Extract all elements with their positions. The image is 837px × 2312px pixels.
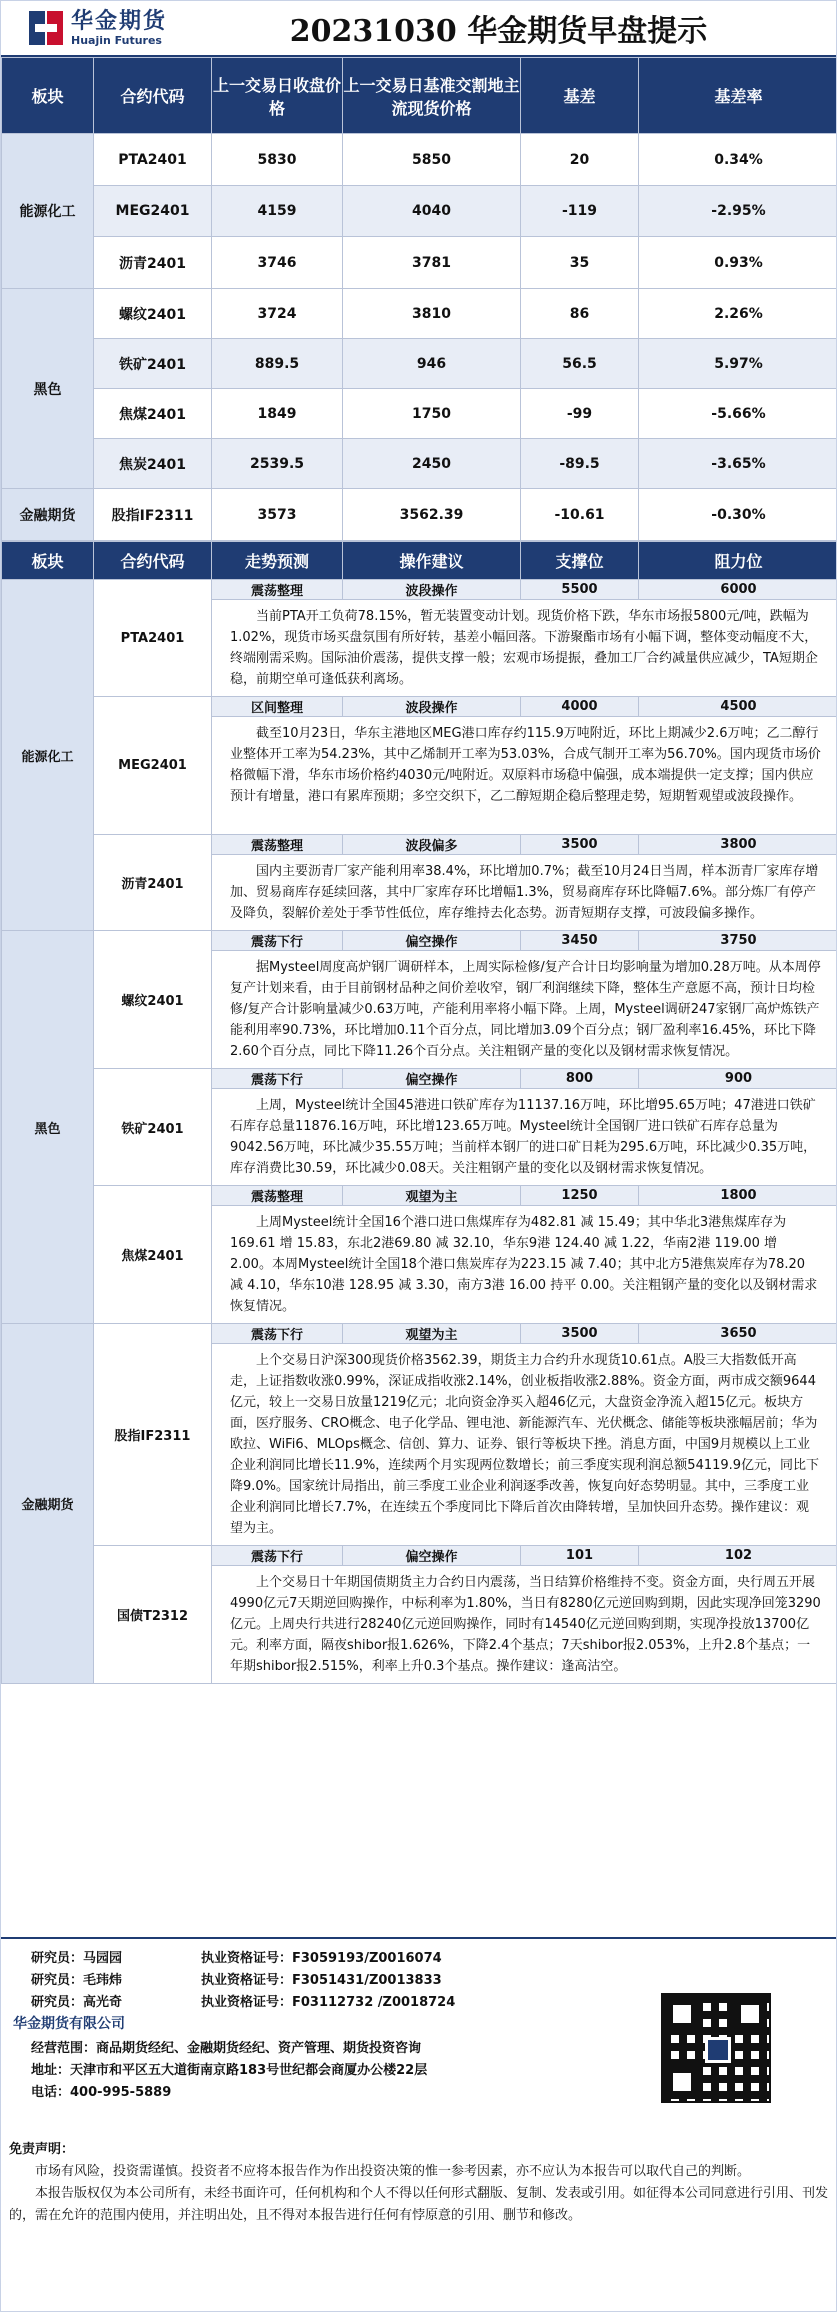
- spot-price: 3781: [343, 237, 521, 289]
- col-resistance: 阻力位: [639, 542, 837, 580]
- spot-price: 5850: [343, 134, 521, 186]
- contract-code: 焦炭2401: [94, 439, 212, 489]
- operation-advice: 偏空操作: [343, 1069, 521, 1089]
- col-spot: 上一交易日基准交割地主流现货价格: [343, 58, 521, 134]
- analyst-cert: 执业资格证号：F03112732 /Z0018724: [201, 1995, 456, 2010]
- basis-value: -89.5: [521, 439, 639, 489]
- col-basis: 基差: [521, 58, 639, 134]
- contract-code: 铁矿2401: [94, 339, 212, 389]
- operation-advice: 观望为主: [343, 1186, 521, 1206]
- logo-mark-icon: [29, 11, 63, 45]
- table-row: [2, 439, 837, 489]
- commentary-text: 国内主要沥青厂家产能利用率38.4%，环比增加0.7%；截至10月24日当周，样本沥青厂家库存增加、贸易商库存延续回落，其中厂家库存环比增幅1.3%，贸易商库存环比降幅7.6%。部分炼厂有停产及降负，裂解价差处于季节性低位，库存维持去化态势。沥青短期存支撑，可波段偏多操作。: [212, 855, 837, 931]
- resistance-level: 6000: [639, 580, 837, 600]
- strategy-row: [2, 1546, 837, 1566]
- basis-rate: -2.95%: [639, 186, 837, 237]
- close-price: 4159: [212, 186, 343, 237]
- trend-forecast: 震荡下行: [212, 1324, 343, 1344]
- resistance-level: 3650: [639, 1324, 837, 1344]
- col-code: 合约代码: [94, 58, 212, 134]
- basis-table: [1, 57, 837, 541]
- operation-advice: 波段操作: [343, 697, 521, 717]
- trend-forecast: 震荡整理: [212, 1186, 343, 1206]
- resistance-level: 3800: [639, 835, 837, 855]
- qr-code-icon: [661, 1993, 771, 2103]
- disclaimer-title: 免责声明：: [9, 2142, 75, 2157]
- table-row: [2, 237, 837, 289]
- table-row: [2, 339, 837, 389]
- strategy-row: [2, 1324, 837, 1344]
- col-sector: 板块: [2, 542, 94, 580]
- strategy-row: [2, 697, 837, 717]
- spot-price: 4040: [343, 186, 521, 237]
- strategy-row: [2, 835, 837, 855]
- strategy-table: [1, 541, 837, 1684]
- basis-value: 20: [521, 134, 639, 186]
- operation-advice: 波段偏多: [343, 835, 521, 855]
- commentary-text: 据Mysteel周度高炉钢厂调研样本，上周实际检修/复产合计日均影响量为增加0.28万吨。从本周停复产计划来看，由于目前钢材品种之间价差收窄，钢厂利润继续下降，整体生产意愿不高，预计日均检修/复产合计影响量减少0.63万吨，产能利用率将小幅下降。上周，Mysteel调研247家钢厂高炉炼铁产能利用率90.73%，环比增加0.11个百分点，同比增加3.09个百分点；钢厂盈利率16.45%，环比下降2.60个百分点，同比下降11.26个百分点。关注粗钢产量的变化以及钢材需求恢复情况。: [212, 951, 837, 1069]
- report-footer: [1, 1937, 837, 2312]
- close-price: 889.5: [212, 339, 343, 389]
- basis-rate: 0.93%: [639, 237, 837, 289]
- contract-code: 焦煤2401: [94, 389, 212, 439]
- commentary-text: 截至10月23日，华东主港地区MEG港口库存约115.9万吨附近，环比上期减少2.6万吨；乙二醇行业整体开工率为54.23%，其中乙烯制开工率为53.03%，合成气制开工率为56.70%。国内现货市场价格微幅下滑，华东市场价格约4030元/吨附近。双原料市场稳中偏强，成本端提供一定支撑；国内供应预计有增量，港口有累库预期；多空交织下，乙二醇短期企稳后整理走势，短期暂观望或波段操作。: [212, 717, 837, 835]
- sector-cell: 金融期货: [2, 489, 94, 541]
- sector-cell: 能源化工: [2, 134, 94, 289]
- logo-cn: 华金期货: [71, 8, 168, 34]
- trend-forecast: 震荡下行: [212, 1546, 343, 1566]
- commentary-text: 上个交易日十年期国债期货主力合约日内震荡，当日结算价格维持不变。资金方面，央行周五开展4990亿元7天期逆回购操作，中标利率为1.80%，当日有8280亿元逆回购到期，因此实现净回笼3290亿元。上周央行共进行28240亿元逆回购操作，同时有14540亿元逆回购到期，实现净投放13700亿元。利率方面，隔夜shibor报1.626%，下降2.4个基点；7天shibor报2.053%，上升2.8个基点；一年期shibor报2.515%，利率上升0.3个基点。操作建议：逢高沽空。: [212, 1566, 837, 1684]
- col-code: 合约代码: [94, 542, 212, 580]
- spot-price: 1750: [343, 389, 521, 439]
- resistance-level: 3750: [639, 931, 837, 951]
- analyst-name: 研究员：高光奇: [31, 1995, 123, 2010]
- trend-forecast: 区间整理: [212, 697, 343, 717]
- report-header: [1, 1, 836, 57]
- commentary-text: 上周Mysteel统计全国16个港口进口焦煤库存为482.81 减 15.49；其中华北3港焦煤库存为169.61 增 15.83，东北2港69.80 减 32.10，华东9港 124.40 减 1.22，华南2港 119.00 增 2.00。本周Mysteel统计全国18个港口焦炭库存为223.15 减 7.40；其中北方5港焦炭库存为78.20 减 4.10，华东10港 128.95 减 3.30，南方3港 16.00 持平 0.00。关注粗钢产量的变化以及钢材需求恢复情况。: [212, 1206, 837, 1324]
- contract-code: MEG2401: [94, 186, 212, 237]
- strategy-row: [2, 580, 837, 600]
- resistance-level: 1800: [639, 1186, 837, 1206]
- trend-forecast: 震荡下行: [212, 931, 343, 951]
- sector-cell: 黑色: [2, 289, 94, 489]
- basis-value: 56.5: [521, 339, 639, 389]
- analyst-name: 研究员：马园园: [31, 1951, 123, 1966]
- contract-code: 股指IF2311: [94, 1324, 212, 1546]
- support-level: 4000: [521, 697, 639, 717]
- analyst-cert: 执业资格证号：F3059193/Z0016074: [201, 1951, 442, 1966]
- support-level: 5500: [521, 580, 639, 600]
- close-price: 3746: [212, 237, 343, 289]
- business-scope: 经营范围：商品期货经纪、金融期货经纪、资产管理、期货投资咨询: [31, 2041, 422, 2056]
- sector-cell: 能源化工: [2, 580, 94, 931]
- logo-en: Huajin Futures: [71, 33, 162, 47]
- spot-price: 3810: [343, 289, 521, 339]
- operation-advice: 波段操作: [343, 580, 521, 600]
- contract-code: 沥青2401: [94, 237, 212, 289]
- basis-value: -99: [521, 389, 639, 439]
- support-level: 3450: [521, 931, 639, 951]
- col-basis-rate: 基差率: [639, 58, 837, 134]
- basis-value: 86: [521, 289, 639, 339]
- spot-price: 946: [343, 339, 521, 389]
- close-price: 1849: [212, 389, 343, 439]
- close-price: 3724: [212, 289, 343, 339]
- basis-rate: -5.66%: [639, 389, 837, 439]
- company-name: 华金期货有限公司: [13, 2016, 125, 2032]
- support-level: 1250: [521, 1186, 639, 1206]
- close-price: 2539.5: [212, 439, 343, 489]
- contract-code: 铁矿2401: [94, 1069, 212, 1186]
- table-row: [2, 289, 837, 339]
- table-row: [2, 489, 837, 541]
- resistance-level: 900: [639, 1069, 837, 1089]
- commentary-text: 当前PTA开工负荷78.15%，暂无装置变动计划。现货价格下跌，华东市场报5800元/吨，跌幅为1.02%，现货市场买盘氛围有所好转，基差小幅回落。下游聚酯市场有小幅下调，整体变动幅度不大，终端刚需采购。国际油价震荡，提供支撑一般；宏观市场提振，叠加工厂合约减量供应减少，TA短期企稳，前期空单可逢低获利离场。: [212, 600, 837, 697]
- commentary-text: 上周，Mysteel统计全国45港进口铁矿库存为11137.16万吨，环比增95.65万吨；47港进口铁矿石库存总量11876.16万吨，环比增123.65万吨。Mysteel统计全国钢厂进口铁矿石库存总量为9042.56万吨，环比减少35.55万吨；当前样本钢厂的进口矿日耗为295.6万吨，环比减少0.35万吨，库存消费比30.59，环比减少0.08天。关注粗钢产量的变化以及钢材需求恢复情况。: [212, 1089, 837, 1186]
- resistance-level: 102: [639, 1546, 837, 1566]
- strategy-row: [2, 1069, 837, 1089]
- analyst-cert: 执业资格证号：F3051431/Z0013833: [201, 1973, 442, 1988]
- support-level: 3500: [521, 835, 639, 855]
- col-close: 上一交易日收盘价格: [212, 58, 343, 134]
- contract-code: MEG2401: [94, 697, 212, 835]
- contract-code: PTA2401: [94, 580, 212, 697]
- strategy-row: [2, 931, 837, 951]
- support-level: 800: [521, 1069, 639, 1089]
- basis-rate: 5.97%: [639, 339, 837, 389]
- contract-code: PTA2401: [94, 134, 212, 186]
- table-row: [2, 134, 837, 186]
- disclaimer: [9, 2139, 829, 2227]
- trend-forecast: 震荡下行: [212, 1069, 343, 1089]
- spot-price: 2450: [343, 439, 521, 489]
- trend-forecast: 震荡整理: [212, 580, 343, 600]
- basis-rate: -0.30%: [639, 489, 837, 541]
- resistance-level: 4500: [639, 697, 837, 717]
- contract-code: 焦煤2401: [94, 1186, 212, 1324]
- disclaimer-text: 本报告版权仅为本公司所有，未经书面许可，任何机构和个人不得以任何形式翻版、复制、发表或引用。如征得本公司同意进行引用、刊发的，需在允许的范围内使用，并注明出处，且不得对本报告进行任何有悖原意的引用、删节和修改。: [9, 2186, 829, 2223]
- company-address: 地址：天津市和平区五大道街南京路183号世纪都会商厦办公楼22层: [31, 2063, 428, 2078]
- basis-value: 35: [521, 237, 639, 289]
- contract-code: 沥青2401: [94, 835, 212, 931]
- table-row: [2, 186, 837, 237]
- page-title: 20231030 华金期货早盘提示: [289, 14, 708, 49]
- col-support: 支撑位: [521, 542, 639, 580]
- support-level: 101: [521, 1546, 639, 1566]
- col-sector: 板块: [2, 58, 94, 134]
- analyst-name: 研究员：毛玮炜: [31, 1973, 123, 1988]
- col-operation: 操作建议: [343, 542, 521, 580]
- operation-advice: 偏空操作: [343, 1546, 521, 1566]
- commentary-text: 上个交易日沪深300现货价格3562.39，期货主力合约升水现货10.61点。A股三大指数低开高走，上证指数收涨0.99%，深证成指收涨2.14%，创业板指收涨2.88%。资金方面，两市成交额9644亿元，较上一交易日放量1219亿元；北向资金净买入超46亿元，大盘资金净流入超15亿元。板块方面，医疗服务、CRO概念、电子化学品、锂电池、新能源汽车、光伏概念、储能等板块涨幅居前；华为欧拉、WiFi6、MLOps概念、信创、算力、证券、银行等板块下挫。消息方面，中国9月规模以上工业企业利润同比增长11.9%，连续两个月实现两位数增长；前三季度实现利润总额54119.9亿元，同比下降9.0%。国家统计局指出，前三季度工业企业利润逐季改善，恢复向好态势明显。其中，三季度工业企业利润同比增长7.7%，在连续五个季度同比下降后首次由降转增，呈加快回升态势。操作建议：观望为主。: [212, 1344, 837, 1546]
- basis-rate: -3.65%: [639, 439, 837, 489]
- close-price: 5830: [212, 134, 343, 186]
- contract-code: 国债T2312: [94, 1546, 212, 1684]
- table-row: [2, 389, 837, 439]
- strategy-row: [2, 1186, 837, 1206]
- support-level: 3500: [521, 1324, 639, 1344]
- contract-code: 股指IF2311: [94, 489, 212, 541]
- spot-price: 3562.39: [343, 489, 521, 541]
- company-phone: 电话：400-995-5889: [31, 2085, 172, 2100]
- basis-rate: 2.26%: [639, 289, 837, 339]
- basis-value: -119: [521, 186, 639, 237]
- operation-advice: 观望为主: [343, 1324, 521, 1344]
- sector-cell: 金融期货: [2, 1324, 94, 1684]
- company-logo: [1, 0, 201, 56]
- contract-code: 螺纹2401: [94, 289, 212, 339]
- col-trend: 走势预测: [212, 542, 343, 580]
- disclaimer-text: 市场有风险，投资需谨慎。投资者不应将本报告作为作出投资决策的惟一参考因素，亦不应认为本报告可以取代自己的判断。: [35, 2164, 751, 2179]
- close-price: 3573: [212, 489, 343, 541]
- basis-value: -10.61: [521, 489, 639, 541]
- sector-cell: 黑色: [2, 931, 94, 1324]
- trend-forecast: 震荡整理: [212, 835, 343, 855]
- operation-advice: 偏空操作: [343, 931, 521, 951]
- basis-rate: 0.34%: [639, 134, 837, 186]
- contract-code: 螺纹2401: [94, 931, 212, 1069]
